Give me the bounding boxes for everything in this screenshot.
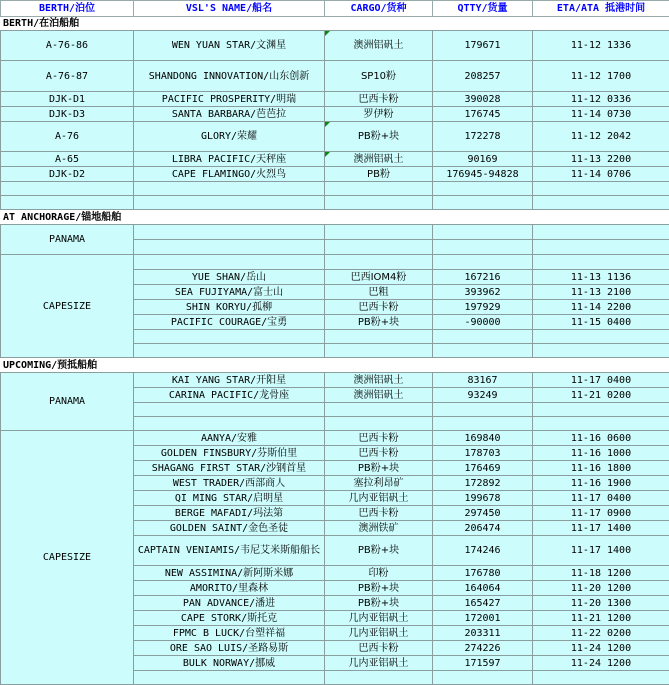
empty-cell[interactable] [325,255,433,270]
vessel-cell[interactable]: AANYA/安雅 [134,431,325,446]
cargo-cell[interactable]: PB粉+块 [325,536,433,566]
qty-cell[interactable]: 297450 [433,506,533,521]
cargo-cell[interactable]: 几内亚铝矾土 [325,656,433,671]
empty-cell[interactable] [533,196,669,210]
group-label-upcoming-capesize[interactable]: CAPESIZE [1,431,134,685]
cargo-cell[interactable]: 澳洲铝矾土 [325,31,433,61]
qty-cell[interactable]: 172001 [433,611,533,626]
qty-cell[interactable]: 164064 [433,581,533,596]
col-header-eta[interactable]: ETA/ATA 抵港时间 [533,1,669,17]
vessel-cell[interactable]: WEST TRADER/西部商人 [134,476,325,491]
vessel-cell[interactable]: CAPTAIN VENIAMIS/韦尼艾米斯船船长 [134,536,325,566]
table-row [1,107,669,122]
qty-cell[interactable]: 199678 [433,491,533,506]
empty-cell[interactable] [134,671,325,685]
empty-cell[interactable] [134,417,325,431]
vessel-cell[interactable]: ORE SAO LUIS/圣路易斯 [134,641,325,656]
eta-cell[interactable]: 11-17 0900 [533,506,669,521]
eta-cell[interactable]: 11-12 1336 [533,31,669,61]
cargo-cell[interactable]: 巴西卡粉 [325,641,433,656]
empty-cell[interactable] [433,403,533,417]
empty-cell[interactable] [433,417,533,431]
table-row [1,431,669,446]
berth-cell[interactable]: A-65 [1,152,134,167]
vessel-cell[interactable]: GOLDEN SAINT/金色圣徒 [134,521,325,536]
group-label-upcoming-panama[interactable]: PANAMA [1,373,134,431]
empty-cell[interactable] [533,671,669,685]
eta-cell[interactable]: 11-24 1200 [533,656,669,671]
qty-cell[interactable]: 169840 [433,431,533,446]
qty-cell[interactable]: 197929 [433,300,533,315]
cargo-cell[interactable]: 澳洲铝矾土 [325,152,433,167]
eta-cell[interactable]: 11-24 1200 [533,641,669,656]
qty-cell[interactable]: 176945-94828 [433,167,533,182]
eta-cell[interactable]: 11-22 0200 [533,626,669,641]
section-row-upcoming [1,358,669,373]
cargo-cell[interactable]: PB粉+块 [325,315,433,330]
cargo-cell[interactable]: 澳洲铝矾土 [325,373,433,388]
empty-cell[interactable] [533,225,669,240]
table-row [1,373,669,388]
empty-cell[interactable] [325,196,433,210]
eta-cell[interactable]: 11-20 1200 [533,581,669,596]
eta-cell[interactable]: 11-17 0400 [533,373,669,388]
eta-cell[interactable]: 11-14 0706 [533,167,669,182]
qty-cell[interactable]: 93249 [433,388,533,403]
empty-cell[interactable] [433,196,533,210]
vessel-cell[interactable]: GLORY/荣耀 [134,122,325,152]
eta-cell[interactable]: 11-21 1200 [533,611,669,626]
berth-cell[interactable]: A-76 [1,122,134,152]
vessel-cell[interactable]: PAN ADVANCE/潘进 [134,596,325,611]
berth-cell[interactable]: DJK-D3 [1,107,134,122]
section-title-berth[interactable]: BERTH/在泊船舶 [1,17,669,31]
vessel-cell[interactable]: BERGE MAFADI/玛法第 [134,506,325,521]
cargo-cell[interactable]: 几内亚铝矾土 [325,611,433,626]
table-row-empty [1,196,669,210]
qty-cell[interactable]: -90000 [433,315,533,330]
empty-cell[interactable] [325,344,433,358]
group-label-anchorage-panama[interactable]: PANAMA [1,225,134,255]
cargo-cell[interactable]: 巴西IOM4粉 [325,270,433,285]
vessel-cell[interactable]: CAPE STORK/斯托克 [134,611,325,626]
cargo-cell[interactable]: 澳洲铝矾土 [325,388,433,403]
table-row [1,61,669,92]
vessel-cell[interactable]: GOLDEN FINSBURY/芬斯伯里 [134,446,325,461]
col-header-cargo[interactable]: CARGO/货种 [325,1,433,17]
cargo-cell[interactable]: 印粉 [325,566,433,581]
eta-cell[interactable]: 11-16 0600 [533,431,669,446]
vessel-cell[interactable]: PACIFIC PROSPERITY/明瑞 [134,92,325,107]
vessel-cell[interactable]: PACIFIC COURAGE/宝勇 [134,315,325,330]
eta-cell[interactable]: 11-14 2200 [533,300,669,315]
table-row [1,31,669,61]
eta-cell[interactable]: 11-13 2100 [533,285,669,300]
empty-cell[interactable] [533,330,669,344]
table-row-empty [1,182,669,196]
cargo-cell[interactable]: 巴西卡粉 [325,431,433,446]
qty-cell[interactable]: 167216 [433,270,533,285]
section-title-anchorage[interactable]: AT ANCHORAGE/锚地船舶 [1,210,669,225]
empty-cell[interactable] [325,225,433,240]
empty-cell[interactable] [134,330,325,344]
eta-cell[interactable]: 11-17 1400 [533,521,669,536]
cargo-cell[interactable]: 巴西卡粉 [325,446,433,461]
section-row-anchorage [1,210,669,225]
vessel-cell[interactable]: QI MING STAR/启明星 [134,491,325,506]
cargo-cell[interactable]: PB粉+块 [325,581,433,596]
vessel-cell[interactable]: SEA FUJIYAMA/富士山 [134,285,325,300]
qty-cell[interactable]: 208257 [433,61,533,92]
header-row [1,1,669,17]
eta-cell[interactable]: 11-16 1800 [533,461,669,476]
empty-cell[interactable] [433,671,533,685]
col-header-vessel[interactable]: VSL'S NAME/船名 [134,1,325,17]
vessel-cell[interactable]: YUE SHAN/岳山 [134,270,325,285]
empty-cell[interactable] [134,196,325,210]
empty-cell[interactable] [433,240,533,255]
section-title-upcoming[interactable]: UPCOMING/预抵船舶 [1,358,669,373]
vessel-cell[interactable]: KAI YANG STAR/开阳星 [134,373,325,388]
eta-cell[interactable]: 11-12 0336 [533,92,669,107]
qty-cell[interactable]: 83167 [433,373,533,388]
eta-cell[interactable]: 11-17 0400 [533,491,669,506]
vessel-cell[interactable]: AMORITO/里森林 [134,581,325,596]
vessel-cell[interactable]: CAPE FLAMINGO/火烈鸟 [134,167,325,182]
cargo-cell[interactable]: 巴西卡粉 [325,506,433,521]
empty-cell[interactable] [325,330,433,344]
empty-cell[interactable] [325,403,433,417]
eta-cell[interactable]: 11-14 0730 [533,107,669,122]
empty-cell[interactable] [134,255,325,270]
vessel-cell[interactable]: SANTA BARBARA/芭芭拉 [134,107,325,122]
table-row-empty [1,255,669,270]
col-header-qty[interactable]: QTTY/货量 [433,1,533,17]
cargo-cell[interactable]: 几内亚铝矾土 [325,626,433,641]
qty-cell[interactable]: 174246 [433,536,533,566]
group-label-anchorage-capesize[interactable]: CAPESIZE [1,255,134,358]
eta-cell[interactable]: 11-17 1400 [533,536,669,566]
eta-cell[interactable]: 11-12 2042 [533,122,669,152]
berth-cell[interactable]: DJK-D1 [1,92,134,107]
eta-cell[interactable]: 11-16 1900 [533,476,669,491]
table-row [1,167,669,182]
eta-cell[interactable]: 11-13 2200 [533,152,669,167]
cargo-cell[interactable]: 澳洲铁矿 [325,521,433,536]
cargo-cell[interactable]: 巴西卡粉 [325,300,433,315]
eta-cell[interactable]: 11-13 1136 [533,270,669,285]
vessel-cell[interactable]: SHAGANG FIRST STAR/沙钢首星 [134,461,325,476]
cargo-cell[interactable]: SP10粉 [325,61,433,92]
empty-cell[interactable] [1,196,134,210]
eta-cell[interactable]: 11-16 1000 [533,446,669,461]
qty-cell[interactable]: 393962 [433,285,533,300]
qty-cell[interactable]: 172892 [433,476,533,491]
cargo-cell[interactable]: PB粉+块 [325,122,433,152]
cargo-cell[interactable]: 几内亚铝矾土 [325,491,433,506]
vessel-cell[interactable]: BULK NORWAY/挪威 [134,656,325,671]
cargo-cell[interactable]: PB粉+块 [325,596,433,611]
qty-cell[interactable]: 206474 [433,521,533,536]
empty-cell[interactable] [134,240,325,255]
empty-cell[interactable] [134,344,325,358]
empty-cell[interactable] [1,182,134,196]
qty-cell[interactable]: 172278 [433,122,533,152]
cargo-cell[interactable]: 塞拉利昂矿 [325,476,433,491]
qty-cell[interactable]: 203311 [433,626,533,641]
cargo-cell[interactable]: PB粉+块 [325,461,433,476]
qty-cell[interactable]: 176780 [433,566,533,581]
qty-cell[interactable]: 274226 [433,641,533,656]
vessel-cell[interactable]: FPMC B LUCK/台塑祥福 [134,626,325,641]
qty-cell[interactable]: 165427 [433,596,533,611]
empty-cell[interactable] [325,240,433,255]
eta-cell[interactable]: 11-12 1700 [533,61,669,92]
empty-cell[interactable] [533,182,669,196]
vessel-cell[interactable]: SHANDONG INNOVATION/山东创新 [134,61,325,92]
empty-cell[interactable] [433,225,533,240]
empty-cell[interactable] [325,671,433,685]
qty-cell[interactable]: 176745 [433,107,533,122]
qty-cell[interactable]: 178703 [433,446,533,461]
empty-cell[interactable] [134,225,325,240]
empty-cell[interactable] [433,344,533,358]
eta-cell[interactable]: 11-20 1300 [533,596,669,611]
cargo-cell[interactable]: 罗伊粉 [325,107,433,122]
cargo-cell[interactable]: PB粉 [325,167,433,182]
vessel-cell[interactable]: WEN YUAN STAR/文渊星 [134,31,325,61]
table-row [1,225,669,240]
empty-cell[interactable] [134,403,325,417]
table-row [1,122,669,152]
qty-cell[interactable]: 90169 [433,152,533,167]
empty-cell[interactable] [533,344,669,358]
vessel-cell[interactable]: CARINA PACIFIC/龙骨座 [134,388,325,403]
cargo-cell[interactable]: 巴粗 [325,285,433,300]
empty-cell[interactable] [433,255,533,270]
empty-cell[interactable] [325,182,433,196]
col-header-berth[interactable]: BERTH/泊位 [1,1,134,17]
empty-cell[interactable] [533,240,669,255]
qty-cell[interactable]: 176469 [433,461,533,476]
empty-cell[interactable] [325,417,433,431]
berth-cell[interactable]: A-76-87 [1,61,134,92]
empty-cell[interactable] [533,417,669,431]
berth-cell[interactable]: DJK-D2 [1,167,134,182]
vessel-cell[interactable]: NEW ASSIMINA/新阿斯米娜 [134,566,325,581]
empty-cell[interactable] [533,403,669,417]
vessel-cell[interactable]: LIBRA PACIFIC/天秤座 [134,152,325,167]
empty-cell[interactable] [533,255,669,270]
qty-cell[interactable]: 390028 [433,92,533,107]
berth-cell[interactable]: A-76-86 [1,31,134,61]
table-row [1,152,669,167]
eta-cell[interactable]: 11-21 0200 [533,388,669,403]
qty-cell[interactable]: 179671 [433,31,533,61]
empty-cell[interactable] [433,182,533,196]
vessel-cell[interactable]: SHIN KORYU/孤柳 [134,300,325,315]
section-row-berth [1,17,669,31]
qty-cell[interactable]: 171597 [433,656,533,671]
cargo-cell[interactable]: 巴西卡粉 [325,92,433,107]
empty-cell[interactable] [134,182,325,196]
empty-cell[interactable] [433,330,533,344]
eta-cell[interactable]: 11-18 1200 [533,566,669,581]
eta-cell[interactable]: 11-15 0400 [533,315,669,330]
table-row [1,92,669,107]
